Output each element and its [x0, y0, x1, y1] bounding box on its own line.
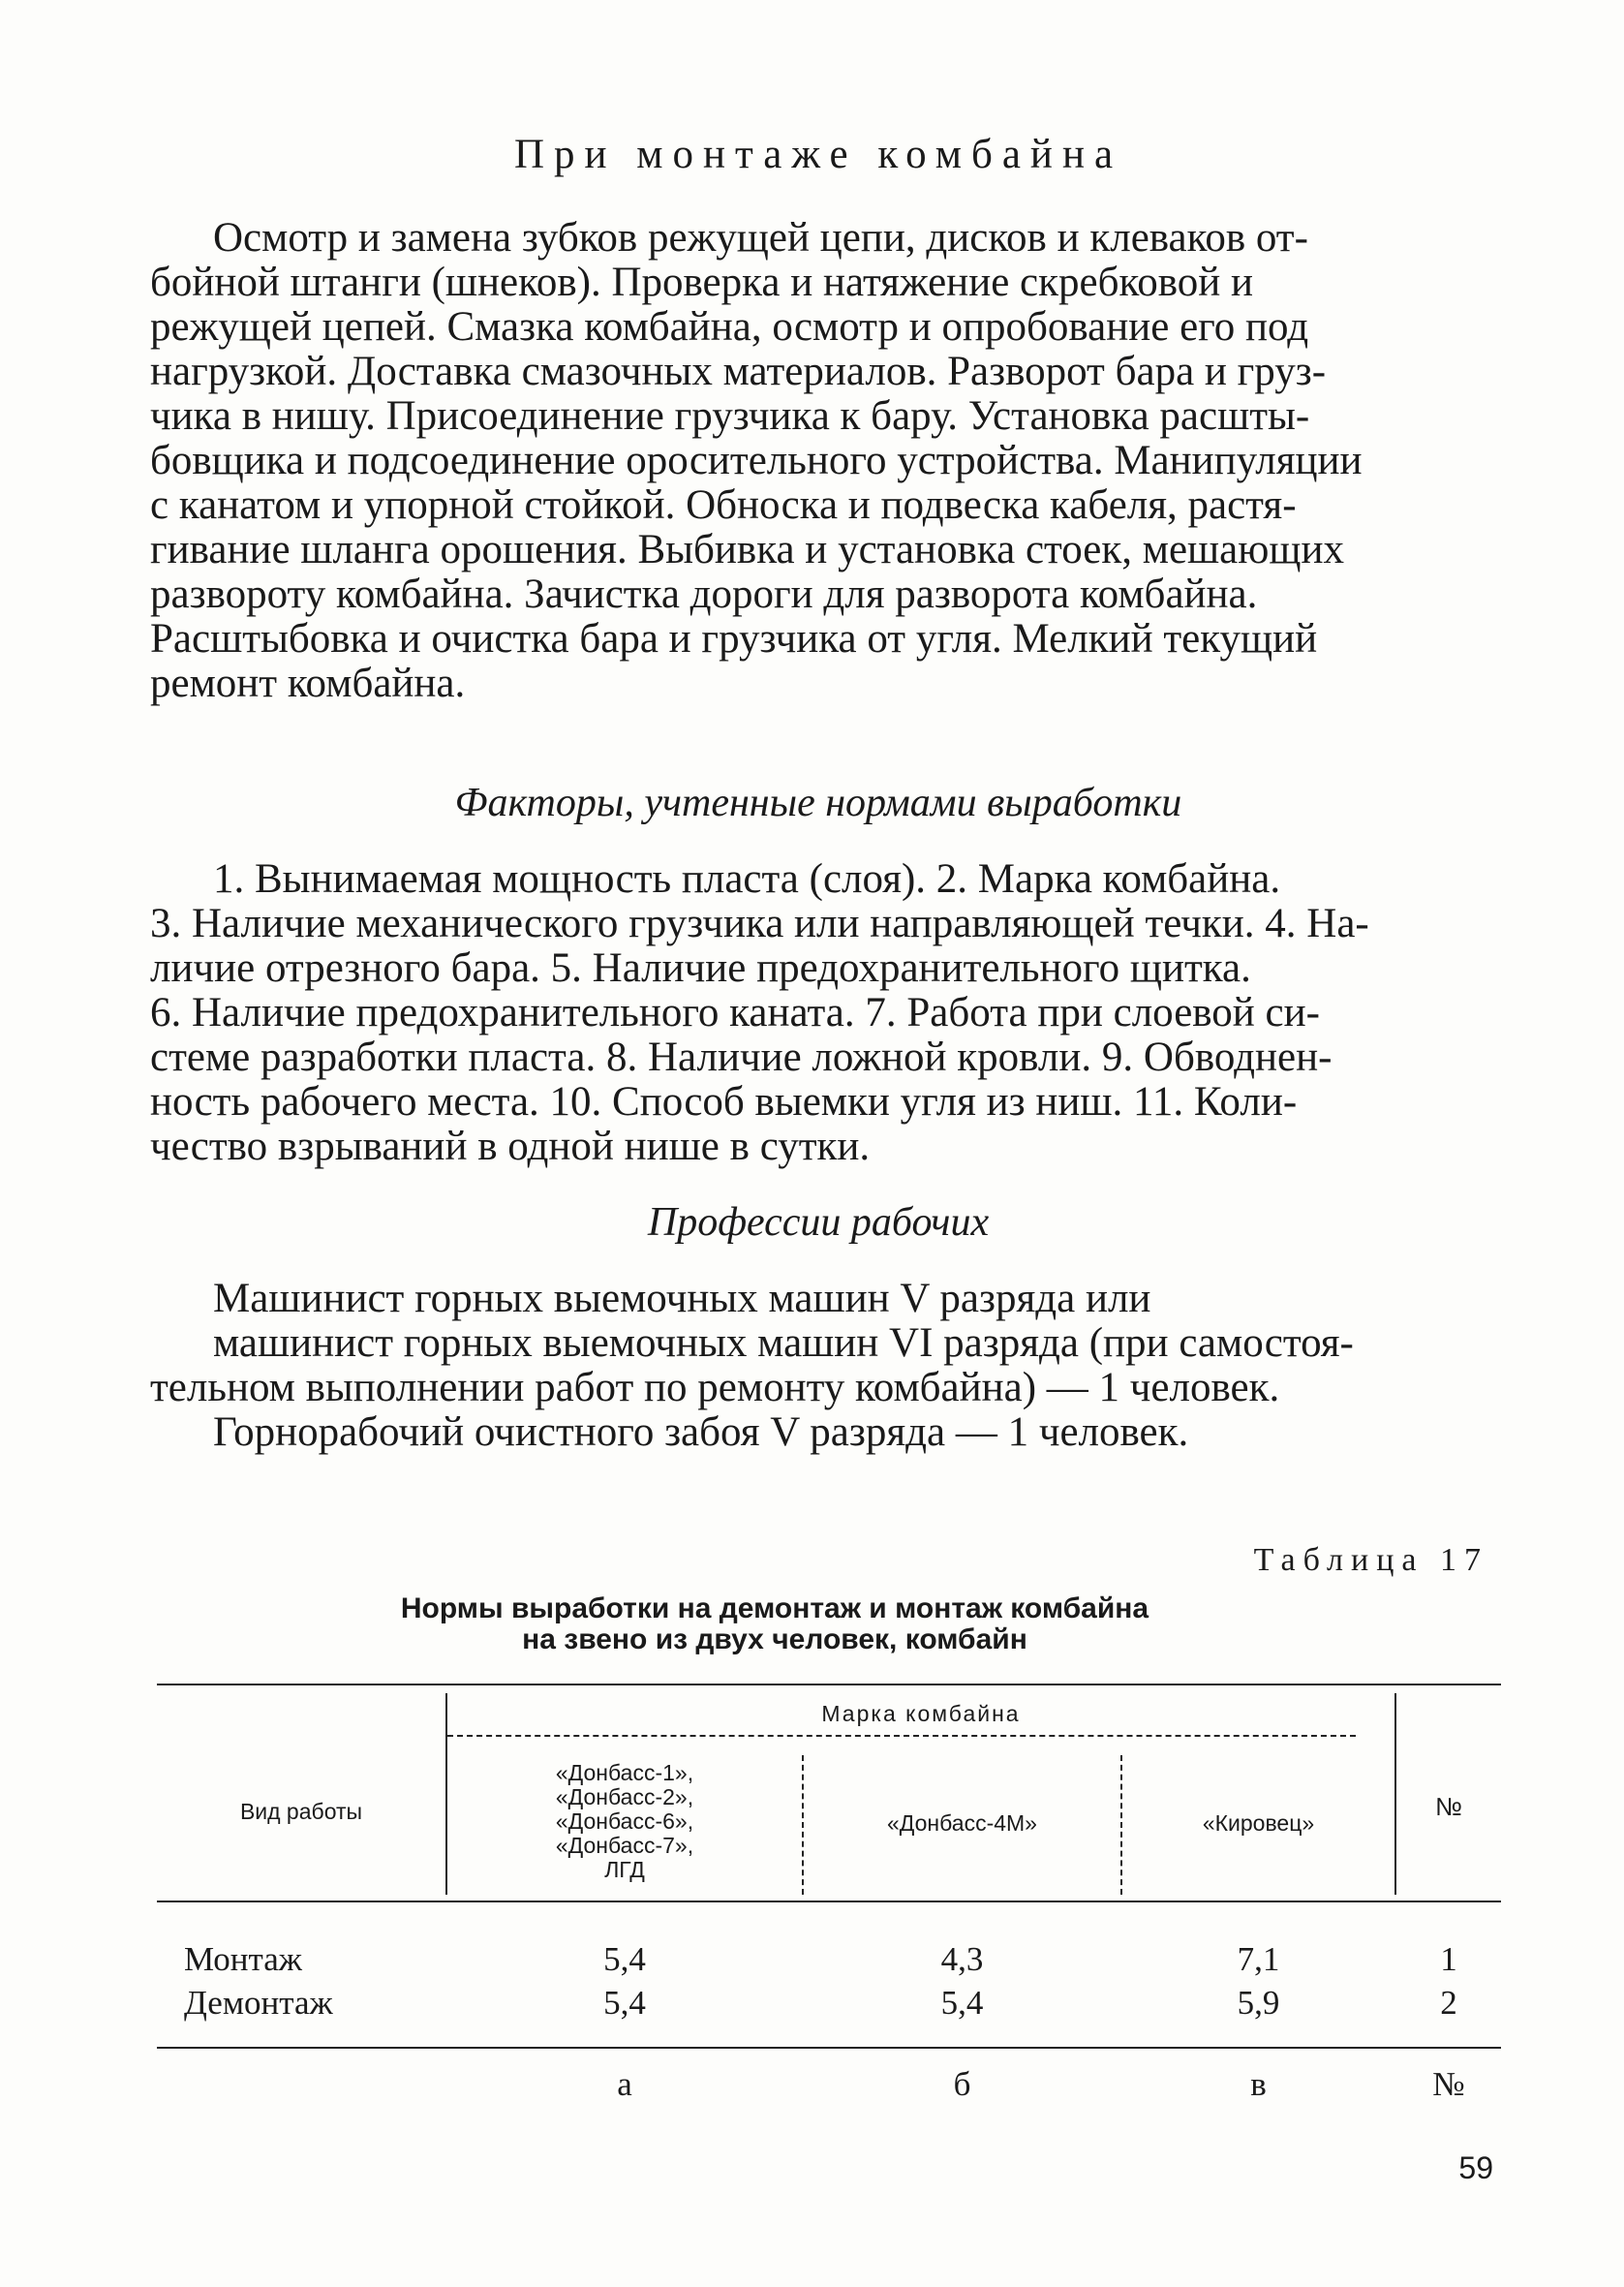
- text-line: Машинист горных выемочных машин V разряда или: [213, 1276, 1151, 1321]
- text-line: личие отрезного бара. 5. Наличие предохранительного щитка.: [150, 945, 1251, 991]
- text-line: тельном выполнении работ по ремонту комбайна) — 1 человек.: [150, 1365, 1280, 1410]
- text-line: 1. Вынимаемая мощность пласта (слоя). 2. Марка комбайна.: [213, 856, 1281, 902]
- text-line: Горнорабочий очистного забоя V разряда — 1 человек.: [213, 1409, 1189, 1455]
- column-letter-a: а: [617, 2065, 632, 2103]
- table-top-rule: [157, 1684, 1501, 1685]
- factors-paragraph: [150, 857, 1491, 1169]
- row-value-c: 5,9: [1237, 1984, 1280, 2022]
- header-col-a: [447, 1761, 802, 1882]
- row-work-type: Демонтаж: [184, 1984, 333, 2022]
- column-letter-number: №: [1432, 2065, 1465, 2103]
- text-line: ность рабочего места. 10. Способ выемки угля из ниш. 11. Коли-: [150, 1079, 1298, 1125]
- row-value-a: 5,4: [603, 1940, 646, 1978]
- row-value-a: 5,4: [603, 1984, 646, 2022]
- column-letter-c: в: [1250, 2065, 1267, 2103]
- table-title-line: на звено из двух человек, комбайн: [522, 1623, 1027, 1655]
- header-col-a-line: ЛГД: [604, 1857, 645, 1882]
- header-col-a-line: «Донбасс-1»,: [555, 1760, 694, 1785]
- brand-header-rule: [447, 1735, 1356, 1737]
- row-work-type: Монтаж: [184, 1940, 302, 1978]
- header-col-a-line: «Донбасс-2»,: [555, 1784, 694, 1809]
- section-heading-assembly: При монтаже комбайна: [513, 132, 1123, 177]
- text-line: Осмотр и замена зубков режущей цепи, дисков и клеваков от-: [213, 215, 1308, 261]
- header-number: №: [1435, 1792, 1462, 1821]
- row-number: 1: [1440, 1940, 1457, 1978]
- text-line: нагрузкой. Доставка смазочных материалов. Разворот бара и груз-: [150, 349, 1327, 394]
- header-bottom-rule: [157, 1901, 1501, 1902]
- column-divider: [1394, 1693, 1396, 1895]
- row-value-b: 4,3: [940, 1940, 984, 1978]
- text-line: машинист горных выемочных машин VI разряда (при самостоя-: [213, 1320, 1354, 1366]
- header-col-c: «Кировец»: [1202, 1810, 1315, 1836]
- text-line: Расштыбовка и очистка бара и грузчика от угля. Мелкий текущий: [150, 616, 1318, 662]
- header-col-a-line: «Донбасс-6»,: [555, 1808, 694, 1834]
- professions-paragraph: [150, 1277, 1491, 1455]
- section-heading-professions: Профессии рабочих: [647, 1200, 990, 1245]
- text-line: чество взрываний в одной нише в сутки.: [150, 1124, 871, 1169]
- text-line: бойной штанги (шнеков). Проверка и натяжение скребковой и: [150, 260, 1253, 305]
- text-line: гивание шланга орошения. Выбивка и установка стоек, мешающих: [150, 527, 1344, 572]
- table-title-line: Нормы выработки на демонтаж и монтаж комбайна: [400, 1592, 1149, 1624]
- text-line: 6. Наличие предохранительного каната. 7. Работа при слоевой си-: [150, 990, 1320, 1035]
- table-bottom-rule: [157, 2047, 1501, 2049]
- text-line: с канатом и упорной стойкой. Обноска и подвеска кабеля, растя-: [150, 482, 1297, 528]
- header-work-type: Вид работы: [239, 1799, 363, 1824]
- table-number: Таблица 17: [1253, 1542, 1488, 1578]
- header-col-a-line: «Донбасс-7»,: [555, 1833, 694, 1858]
- page-number: 59: [1458, 2150, 1493, 2185]
- text-line: развороту комбайна. Зачистка дороги для разворота комбайна.: [150, 572, 1258, 617]
- row-value-c: 7,1: [1237, 1940, 1280, 1978]
- text-line: 3. Наличие механического грузчика или направляющей течки. 4. На-: [150, 901, 1369, 946]
- row-number: 2: [1440, 1984, 1457, 2022]
- assembly-paragraph: [150, 216, 1491, 706]
- header-col-b: «Донбасс-4М»: [887, 1810, 1037, 1836]
- header-brand: Марка комбайна: [821, 1701, 1021, 1726]
- text-line: ремонт комбайна.: [150, 661, 466, 706]
- row-value-b: 5,4: [940, 1984, 984, 2022]
- section-heading-factors: Факторы, учтенные нормами выработки: [454, 781, 1182, 825]
- text-line: чика в нишу. Присоединение грузчика к бару. Установка расшты-: [150, 393, 1310, 439]
- column-letter-b: б: [953, 2065, 971, 2103]
- text-line: режущей цепей. Смазка комбайна, осмотр и опробование его под: [150, 304, 1309, 350]
- text-line: бовщика и подсоединение оросительного устройства. Манипуляции: [150, 438, 1363, 483]
- text-line: стеме разработки пласта. 8. Наличие ложной кровли. 9. Обводнен-: [150, 1035, 1333, 1080]
- table-title: [291, 1593, 1259, 1655]
